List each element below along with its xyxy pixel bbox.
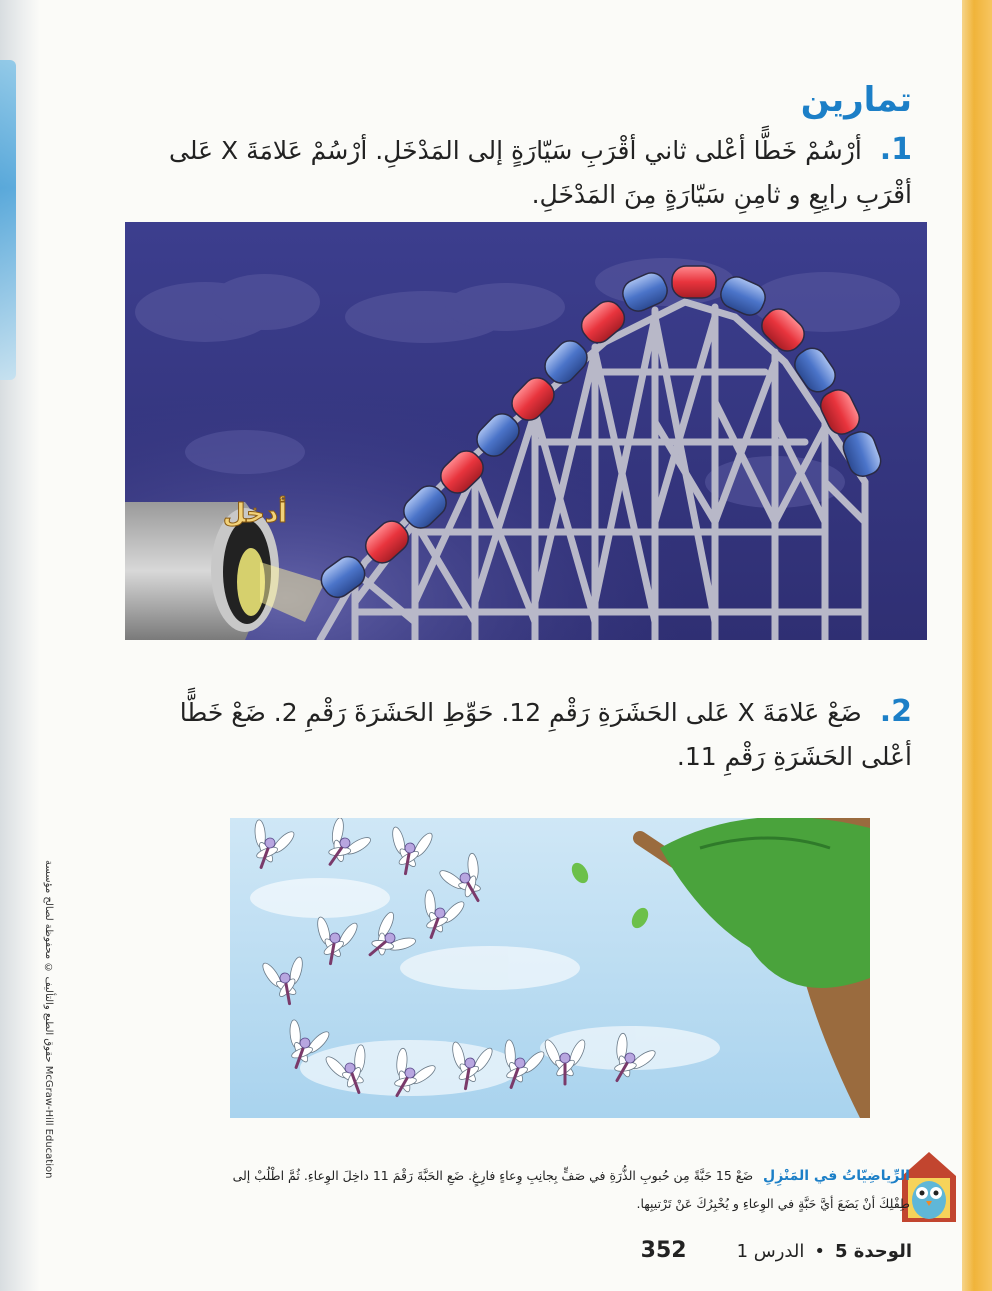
question-1-number: 1. bbox=[879, 132, 912, 167]
home-activity bbox=[210, 1162, 910, 1218]
page-number: 352 bbox=[640, 1238, 687, 1263]
footer-separator: • bbox=[814, 1241, 825, 1262]
page-edge-stripe bbox=[962, 0, 992, 1291]
question-2-text: ضَعْ عَلامَةَ X عَلى الحَشَرَةِ رَقْمِ 12. حَوِّطِ الحَشَرَةَ رَقْمِ 2. ضَعْ خَطًّا أعْلى الحَشَرَةِ رَقْمِ 11. bbox=[179, 698, 912, 771]
footer-lesson: الدرس 1 bbox=[736, 1241, 805, 1262]
dragonflies-illustration bbox=[230, 818, 870, 1118]
roller-coaster-illustration bbox=[125, 222, 927, 640]
binding-tab bbox=[0, 60, 16, 380]
question-2 bbox=[152, 690, 912, 779]
question-1 bbox=[152, 128, 912, 217]
home-activity-label: الرِّياضِيّاتُ في المَنْزِلِ bbox=[763, 1168, 910, 1184]
section-title: تمارين bbox=[800, 80, 912, 120]
home-activity-text: ضَعْ 15 حَبَّةً مِن حُبوبِ الذُّرَةِ في صَفٍّ بِجانِبِ وِعاءٍ فارِغٍ. ضَعِ الحَبَّةَ رَقْمَ 11 داخِلَ الوِعاءِ. ثُمَّ اطْلُبْ إلى طِفْلِكَ أنْ يَضَعَ أيَّ حَبَّةٍ في الوِعاءِ و يُخْبِرُكَ عَنْ تَرْتيبِها. bbox=[232, 1168, 910, 1211]
question-2-number: 2. bbox=[879, 694, 912, 729]
page-footer bbox=[641, 1238, 912, 1263]
side-credit: حقوق الطبع والتأليف © محفوظة لصالح مؤسسة McGraw-Hill Education bbox=[43, 860, 54, 1179]
entrance-sign: أدخل bbox=[222, 499, 288, 529]
footer-unit: الوحدة 5 bbox=[834, 1241, 912, 1262]
question-1-text: أرْسُمْ خَطًّا أعْلى ثاني أقْرَبِ سَيّارَةٍ إلى المَدْخَلِ. أرْسُمْ عَلامَةَ X عَلى أقْرَبِ رابِعِ و ثامِنِ سَيّارَةٍ مِنَ المَدْخَلِ. bbox=[169, 136, 912, 209]
